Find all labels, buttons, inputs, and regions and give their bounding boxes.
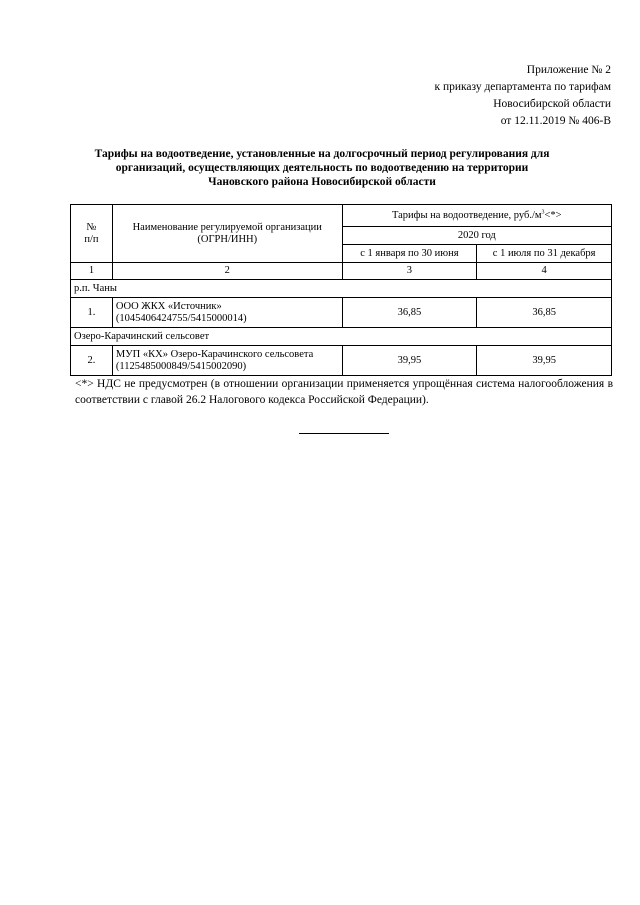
- row-org: МУП «КХ» Озеро-Карачинского сельсовета (1125485000849/5415002090): [112, 346, 342, 376]
- appendix-region: Новосибирской области: [493, 98, 611, 110]
- header-num: № п/п: [71, 205, 113, 263]
- table-row: [71, 346, 612, 376]
- appendix-order-ref: к приказу департамента по тарифам: [434, 81, 611, 93]
- footnote: <*> НДС не предусмотрен (в отношении организации применяется упрощённая система налогообложения в соответствии с главой 26.2 Налогового кодекса Российской Федерации).: [75, 378, 613, 406]
- col-number-1: 1: [71, 263, 113, 280]
- row-value-1: 36,85: [342, 298, 477, 328]
- header-period-1: с 1 января по 30 июня: [342, 245, 477, 263]
- row-value-2: 36,85: [477, 298, 612, 328]
- row-value-1: 39,95: [342, 346, 477, 376]
- col-number-4: 4: [477, 263, 612, 280]
- col-number-2: 2: [112, 263, 342, 280]
- table-row: [71, 298, 612, 328]
- document-title: [72, 147, 572, 189]
- col-number-3: 3: [342, 263, 477, 280]
- appendix-date: от 12.11.2019 № 406-В: [500, 115, 611, 127]
- row-num: 2.: [71, 346, 113, 376]
- header-period-2: с 1 июля по 31 декабря: [477, 245, 612, 263]
- title-line-1: Тарифы на водоотведение, установленные на долгосрочный период регулирования для: [94, 148, 550, 160]
- header-org: Наименование регулируемой организации (ОГРН/ИНН): [112, 205, 342, 263]
- row-num: 1.: [71, 298, 113, 328]
- tariff-table: [70, 204, 612, 376]
- title-line-2: организаций, осуществляющих деятельность по водоотведению на территории: [115, 162, 529, 174]
- row-org: ООО ЖКХ «Источник» (1045406424755/5415000014): [112, 298, 342, 328]
- appendix-block: [434, 62, 611, 130]
- section-ozero-karachinsky: Озеро-Карачинский сельсовет: [71, 328, 612, 346]
- title-line-3: Чановского района Новосибирской области: [208, 176, 436, 188]
- header-year: 2020 год: [342, 227, 611, 245]
- appendix-number: Приложение № 2: [526, 64, 611, 76]
- header-tariffs: Тарифы на водоотведение, $руб./м^3<*>$: [342, 205, 611, 227]
- section-chany: р.п. Чаны: [71, 280, 612, 298]
- row-value-2: 39,95: [477, 346, 612, 376]
- separator-line: [299, 433, 389, 434]
